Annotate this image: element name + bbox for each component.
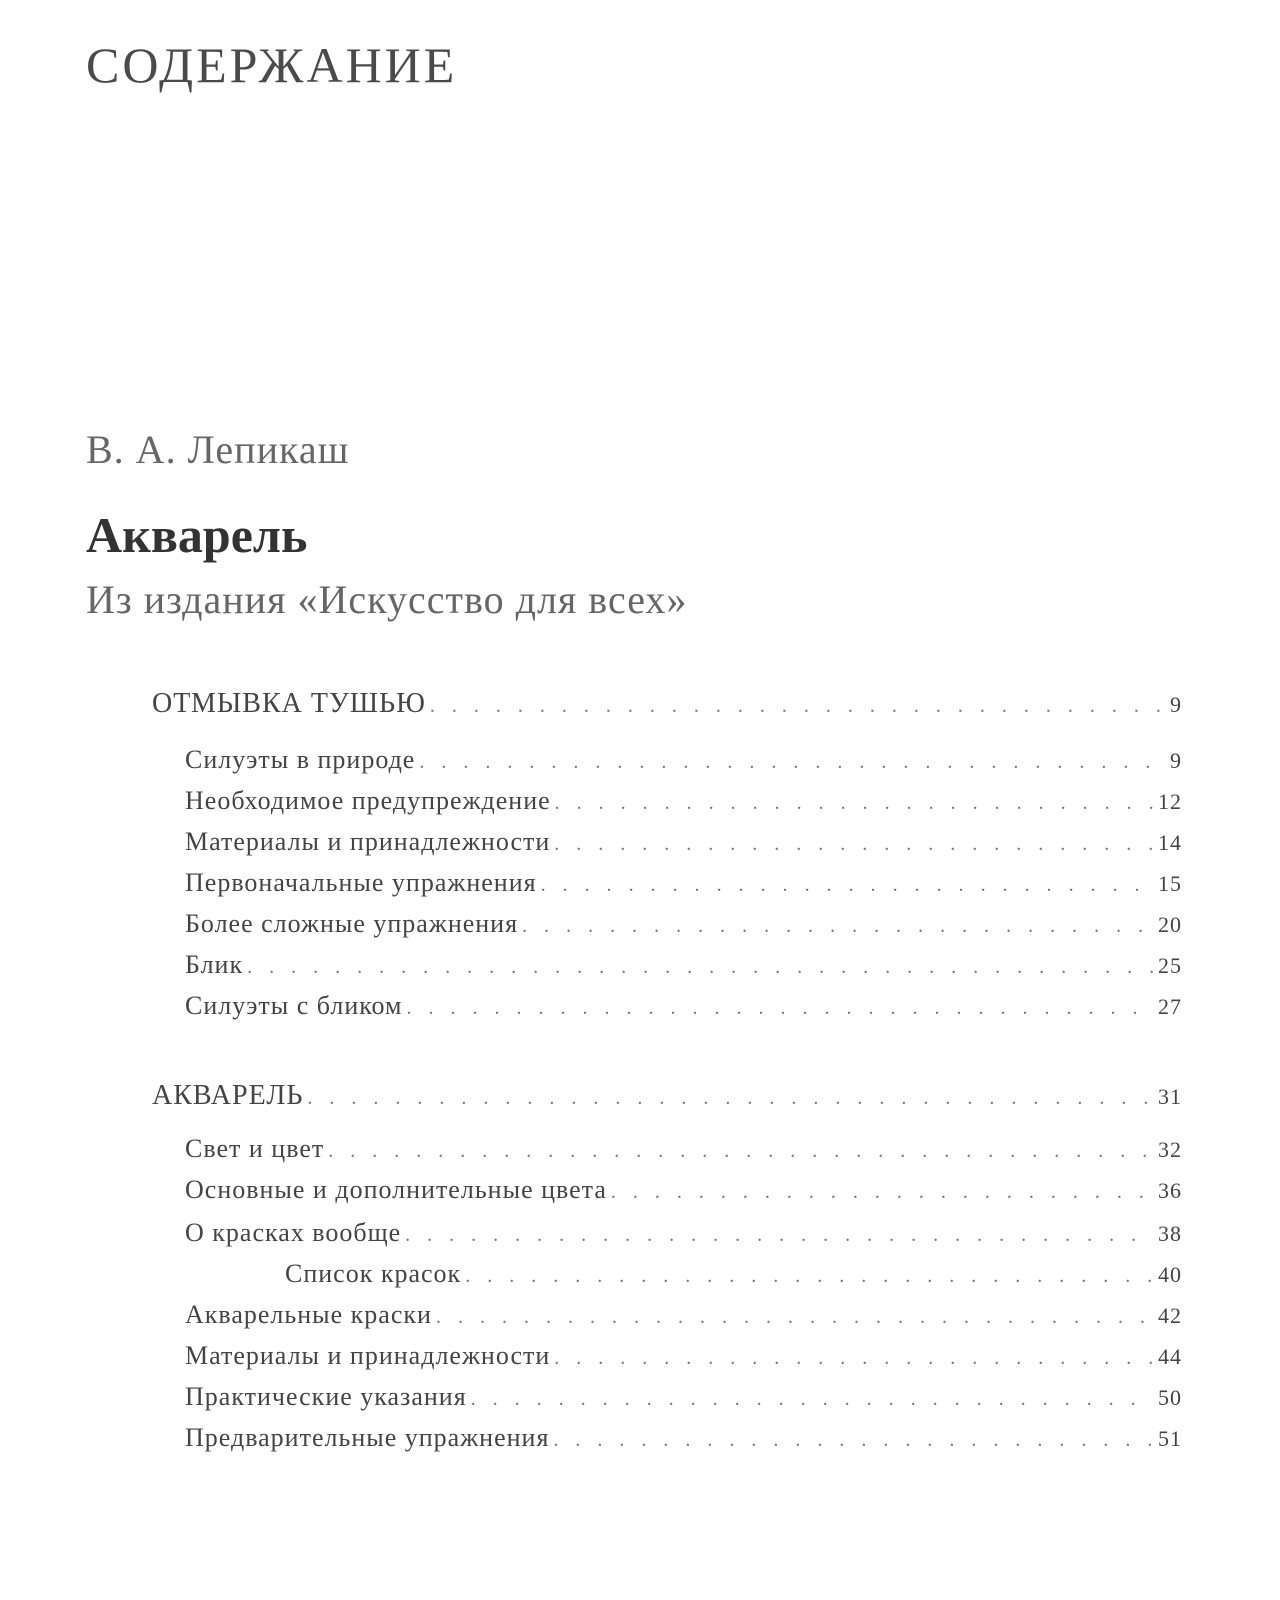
toc-page-number: 9: [1170, 748, 1182, 773]
toc-item[interactable]: [185, 909, 1182, 939]
toc-item[interactable]: [185, 1134, 1182, 1164]
toc-leader-dots: [553, 1430, 1154, 1450]
toc-leader-dots: [247, 957, 1154, 977]
toc-item[interactable]: [185, 1175, 1182, 1205]
toc-page-number: 42: [1158, 1303, 1182, 1328]
toc-item[interactable]: [185, 991, 1182, 1021]
toc-page-number: 20: [1158, 912, 1182, 937]
toc-item-label: Основные и дополнительные цвета: [185, 1175, 607, 1204]
toc-item-label: Предварительные упражнения: [185, 1423, 550, 1452]
toc-subitem[interactable]: [285, 1259, 1182, 1289]
toc-leader-dots: [407, 998, 1155, 1018]
toc-item-label: Более сложные упражнения: [185, 909, 519, 938]
toc-item[interactable]: [185, 827, 1182, 857]
toc-item[interactable]: [185, 1341, 1182, 1371]
toc-item[interactable]: [185, 950, 1182, 980]
toc-item-label: О красках вообще: [185, 1218, 402, 1247]
book-author: В. А. Лепикаш: [86, 427, 350, 472]
book-title: Акварель: [86, 507, 308, 563]
book-subtitle: Из издания «Искусство для всех»: [86, 577, 688, 622]
toc-leader-dots: [465, 1266, 1154, 1286]
toc-leader-dots: [307, 1088, 1154, 1108]
toc-item[interactable]: [185, 868, 1182, 898]
toc-item-label: Силуэты с бликом: [185, 991, 403, 1020]
toc-page-number: 12: [1158, 789, 1182, 814]
toc-page-number: 25: [1158, 953, 1182, 978]
toc-item-label: Первоначальные упражнения: [185, 868, 537, 897]
toc-item[interactable]: [185, 1382, 1182, 1412]
toc-page-number: 40: [1158, 1262, 1182, 1287]
toc-leader-dots: [471, 1389, 1154, 1409]
toc-leader-dots: [328, 1141, 1154, 1161]
toc-leader-dots: [554, 1348, 1154, 1368]
toc-leader-dots: [419, 752, 1166, 772]
toc-page-number: 36: [1158, 1178, 1182, 1203]
page-title: СОДЕРЖАНИЕ: [86, 37, 458, 93]
toc-leader-dots: [405, 1225, 1154, 1245]
toc-leader-dots: [611, 1182, 1154, 1202]
toc-leader-dots: [555, 793, 1154, 813]
toc-item[interactable]: [185, 1300, 1182, 1330]
toc-page-number: 27: [1158, 994, 1182, 1019]
toc-item-label: Необходимое предупреждение: [185, 786, 551, 815]
toc-leader-dots: [522, 916, 1154, 936]
toc-item-label: Силуэты в природе: [185, 745, 416, 774]
toc-page-number: 14: [1158, 830, 1182, 855]
toc-page-number: 32: [1158, 1137, 1182, 1162]
toc-leader-dots: [554, 834, 1154, 854]
toc-leader-dots: [541, 875, 1154, 895]
toc-item-label: Блик: [185, 950, 244, 979]
toc-item-label: Практические указания: [185, 1382, 467, 1411]
toc-page-number: 31: [1158, 1084, 1182, 1109]
toc-item-label: Акварельные краски: [185, 1300, 432, 1329]
toc-leader-dots: [436, 1307, 1154, 1327]
toc-page-number: 15: [1158, 871, 1182, 896]
toc-page-number: 38: [1158, 1221, 1182, 1246]
toc-page-number: 50: [1158, 1385, 1182, 1410]
toc-item-label: Список красок: [285, 1259, 462, 1288]
toc-page-number: 9: [1170, 692, 1182, 717]
toc-section-otmyvka[interactable]: [152, 688, 1182, 720]
toc-leader-dots: [430, 696, 1166, 716]
toc-item[interactable]: [185, 745, 1182, 775]
toc-section-akvarel[interactable]: [152, 1080, 1182, 1112]
toc-page-number: 51: [1158, 1426, 1182, 1451]
toc-section-label: АКВАРЕЛЬ: [152, 1080, 304, 1111]
toc-item-label: Свет и цвет: [185, 1134, 325, 1163]
toc-item-label: Материалы и принадлежности: [185, 827, 551, 856]
toc-item[interactable]: [185, 1423, 1182, 1453]
toc-item[interactable]: [185, 1218, 1182, 1248]
toc-item-label: Материалы и принадлежности: [185, 1341, 551, 1370]
toc-section-label: ОТМЫВКА ТУШЬЮ: [152, 688, 426, 719]
toc-item[interactable]: [185, 786, 1182, 816]
toc-page-number: 44: [1158, 1344, 1182, 1369]
